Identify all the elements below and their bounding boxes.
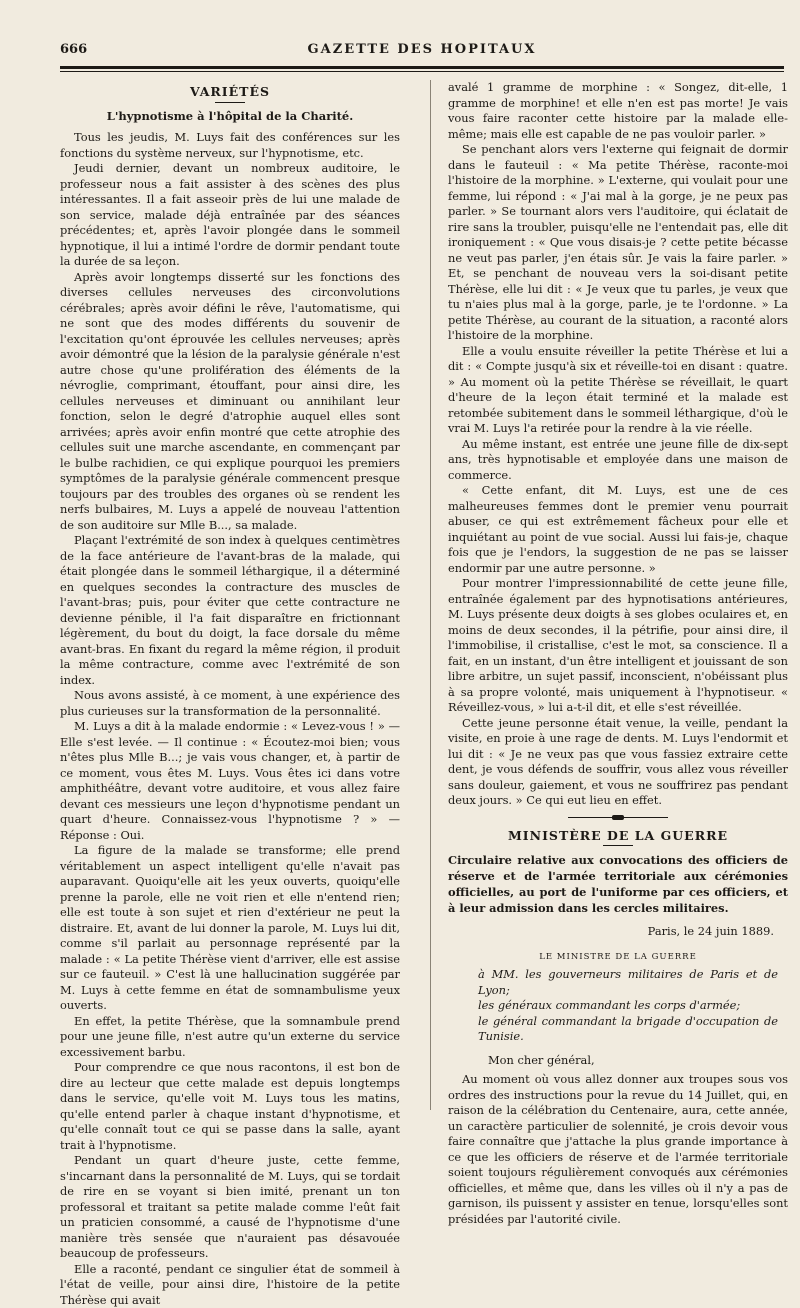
circular-title: Circulaire relative aux convocations des officiers de réserve et de l'armée territoriale aux cérémonies officielles, au port de l'uniforme par ces officiers, et à leur admission dans les cercles militaires. (448, 852, 788, 916)
address-line: à MM. les gouverneurs militaires de Paris et de Lyon; (448, 967, 788, 998)
paragraph-continuation: avalé 1 gramme de morphine : « Songez, dit-elle, 1 gramme de morphine! et elle n'en est pas morte! Je vais vous faire raconter cette histoire par la malade elle-même; mais elle est capable de ne pas vouloir parler. » (448, 80, 788, 142)
paragraph: Elle a voulu ensuite réveiller la petite Thérèse et lui a dit : « Compte jusqu'à six et réveille-toi en disant : quatre. » Au moment où la petite Thérèse se réveillait, le quart d'heure de la leçon était terminé et la malade est retombée subitement dans le sommeil léthargique, d'où le vrai M. Luys l'a retirée pour la rendre à la vie réelle. (448, 344, 788, 437)
paragraph: Elle a raconté, pendant ce singulier état de sommeil à l'état de veille, pour ainsi dire, l'histoire de la petite Thérèse qui avait (60, 1262, 400, 1308)
paragraph: Se penchant alors vers l'externe qui feignait de dormir dans le fauteuil : « Ma petite Thérèse, raconte-moi l'histoire de la morphine. » L'externe, qui voulait pour une femme, lui répond : « J'ai mal à la gorge, je ne peux pas parler. » Se tournant alors vers l'auditoire, qui éclatait de rire sans la troubler, puisqu'elle ne l'entendait pas, elle dit ironiquement : « Que vous disais-je ? cette petite bécasse ne veut pas parler, j'en étais sûr. Je vais la faire parler. » Et, se penchant de nouveau vers la soi-disant petite Thérèse, elle lui dit : « Je veux que tu parles, je veux que tu n'aies plus mal à la gorge, parle, je te l'ordonne. » La petite Thérèse, au courant de la situation, a raconté alors l'histoire de la morphine. (448, 142, 788, 344)
section-title-varietes: VARIÉTÉS (60, 84, 400, 100)
paragraph: Jeudi dernier, devant un nombreux auditoire, le professeur nous a fait assister à des scènes des plus intéressantes. Il a fait asseoir près de lui une malade de son service, malade déjà entraînée par des séances précédentes; et, après l'avoir plongée dans le sommeil hypnotique, il lui a intimé l'ordre de dormir pendant toute la durée de sa leçon. (60, 161, 400, 270)
section-separator (568, 817, 668, 818)
page-number: 666 (60, 42, 87, 57)
paragraph: M. Luys a dit à la malade endormie : « Levez-vous ! » — Elle s'est levée. — Il continue : « Écoutez-moi bien; vous n'êtes plus Mlle B...; je vais vous changer, et, à partir de ce moment, vous êtes M. Luys. Vous êtes ici dans votre amphithéâtre, devant votre auditoire, et vous allez faire devant ces messieurs une leçon d'hypnotisme pendant un quart d'heure. Connaissez-vous l'hypnotisme ? » — Réponse : Oui. (60, 719, 400, 843)
paragraph: En effet, la petite Thérèse, que la somnambule prend pour une jeune fille, n'est autre qu'un externe du service excessivement barbu. (60, 1014, 400, 1061)
title-rule (215, 102, 245, 103)
section-title-ministere: MINISTÈRE DE LA GUERRE (448, 828, 788, 844)
paragraph: Après avoir longtemps disserté sur les fonctions des diverses cellules nerveuses des circonvolutions cérébrales; après avoir défini le rêve, l'automatisme, qui ne sont que des modes différents du souvenir de l'excitation qu'ont éprouvée les cellules nerveuses; après avoir démontré que la lésion de la paralysie générale n'est autre chose qu'une prolifération des éléments de la névroglie, comprimant, étouffant, pour ainsi dire, les cellules nerveuses et diminuant ou annihilant leur fonction, selon le degré d'atrophie auquel elles sont arrivées; après avoir enfin montré que cette atrophie des cellules suit une marche ascendante, en commençant par le bulbe rachidien, ce qui explique pourquoi les premiers symptômes de la paralysie générale commencent presque toujours par des troubles des organes où se rendent les nerfs bulbaires, M. Luys a appelé de nouveau l'attention de son auditoire sur Mlle B..., sa malade. (60, 270, 400, 534)
paragraph: Au moment où vous allez donner aux troupes sous vos ordres des instructions pour la revue du 14 Juillet, qui, en raison de la célébration du Centenaire, aura, cette année, un caractère particulier de solennité, je crois devoir vous faire connaître que j'attache la plus grande importance à ce que les officiers de réserve et de l'armée territoriale soient toujours régulièrement convoqués aux cérémonies officielles, et même que, dans les villes où il n'y a pas de garnison, ils puissent y assister en tenue, lorsqu'elles sont présidées par l'autorité civile. (448, 1072, 788, 1227)
paragraph: Au même instant, est entrée une jeune fille de dix-sept ans, très hypnotisable et employée dans une maison de commerce. (448, 437, 788, 484)
salutation: Mon cher général, (448, 1053, 788, 1069)
address-line: le général commandant la brigade d'occupation de Tunisie. (448, 1014, 788, 1045)
journal-title: GAZETTE DES HOPITAUX (60, 42, 784, 57)
paragraph: Cette jeune personne était venue, la veille, pendant la visite, en proie à une rage de dents. M. Luys l'endormit et lui dit : « Je ne veux pas que vous fassiez extraire cette dent, je vous défends de souffrir, vous allez vous réveiller sans douleur, gaiement, et vous ne souffrirez pas pendant deux jours. » Ce qui eut lieu en effet. (448, 716, 788, 809)
paragraph: Nous avons assisté, à ce moment, à une expérience des plus curieuses sur la transformation de la personnalité. (60, 688, 400, 719)
paragraph: Pour comprendre ce que nous racontons, il est bon de dire au lecteur que cette malade est depuis longtemps dans le service, qu'elle voit M. Luys tous les matins, qu'elle entend parler à chaque instant d'hypnotisme, et qu'elle connaît tout ce qui se passe dans la salle, ayant trait à l'hypnotisme. (60, 1060, 400, 1153)
column-divider (430, 80, 431, 1110)
paragraph: Pendant un quart d'heure juste, cette femme, s'incarnant dans la personnalité de M. Luys, qui se tordait de rire en se voyant si bien imité, prenant un ton professoral et traitant sa petite malade comme l'eût fait un praticien consommé, a causé de l'hypnotisme d'une manière très sensée que n'auraient pas désavouée beaucoup de professeurs. (60, 1153, 400, 1262)
paragraph: Tous les jeudis, M. Luys fait des conférences sur les fonctions du système nerveux, sur l'hypnotisme, etc. (60, 130, 400, 161)
paragraph: Plaçant l'extrémité de son index à quelques centimètres de la face antérieure de l'avant-bras de la malade, qui était plongée dans le sommeil léthargique, il a déterminé en quelques secondes la contracture des muscles de l'avant-bras; puis, pour éviter que cette contracture ne devienne pénible, il l'a fait disparaître en frictionnant légèrement, du bout du doigt, la face dorsale du même avant-bras. En fixant du regard la même région, il produit la même contracture, comme avec l'extrémité de son index. (60, 533, 400, 688)
article-title: L'hypnotisme à l'hôpital de la Charité. (60, 109, 400, 125)
header-rule-thin (60, 71, 784, 72)
header-rule-thick (60, 66, 784, 69)
minister-line: LE MINISTRE DE LA GUERRE (448, 950, 788, 966)
title-rule (603, 845, 633, 846)
paragraph: La figure de la malade se transforme; elle prend véritablement un aspect intelligent qu'elle n'avait pas auparavant. Quoiqu'elle ait les yeux ouverts, quoiqu'elle prenne la parole, elle ne voit rien et elle n'entend rien; elle est toute à son sujet et rien d'extérieur ne peut la distraire. Et, avant de lui donner la parole, M. Luys lui dit, comme s'il parlait au personnage représenté par la malade : « La petite Thérèse vient d'arriver, elle est assise sur ce fauteuil. » C'est là une hallucination suggérée par M. Luys à cette femme en état de somnambulisme yeux ouverts. (60, 843, 400, 1014)
date-line: Paris, le 24 juin 1889. (448, 924, 788, 940)
right-column (448, 80, 788, 1227)
left-column (60, 80, 400, 1308)
paragraph: Pour montrer l'impressionnabilité de cette jeune fille, entraînée également par des hypnotisations antérieures, M. Luys présente deux doigts à ses globes oculaires et, en moins de deux secondes, il la pétrifie, pour ainsi dire, il l'immobilise, il cristallise, c'est le mot, sa conscience. Il a fait, en un instant, d'un être intelligent et jouissant de son libre arbitre, un sujet passif, inconscient, n'obéissant plus à sa propre volonté, mais uniquement à l'hypnotiseur. « Réveillez-vous, » lui a-t-il dit, et elle s'est réveillée. (448, 576, 788, 716)
paragraph: « Cette enfant, dit M. Luys, est une de ces malheureuses femmes dont le premier venu pourrait abuser, ce qui est extrêmement fâcheux pour elle et inquiétant au point de vue social. Aussi lui fais-je, chaque fois que je l'endors, la suggestion de ne pas se laisser endormir par une autre personne. » (448, 483, 788, 576)
page-header (60, 42, 784, 62)
address-line: les généraux commandant les corps d'armée; (448, 998, 788, 1014)
